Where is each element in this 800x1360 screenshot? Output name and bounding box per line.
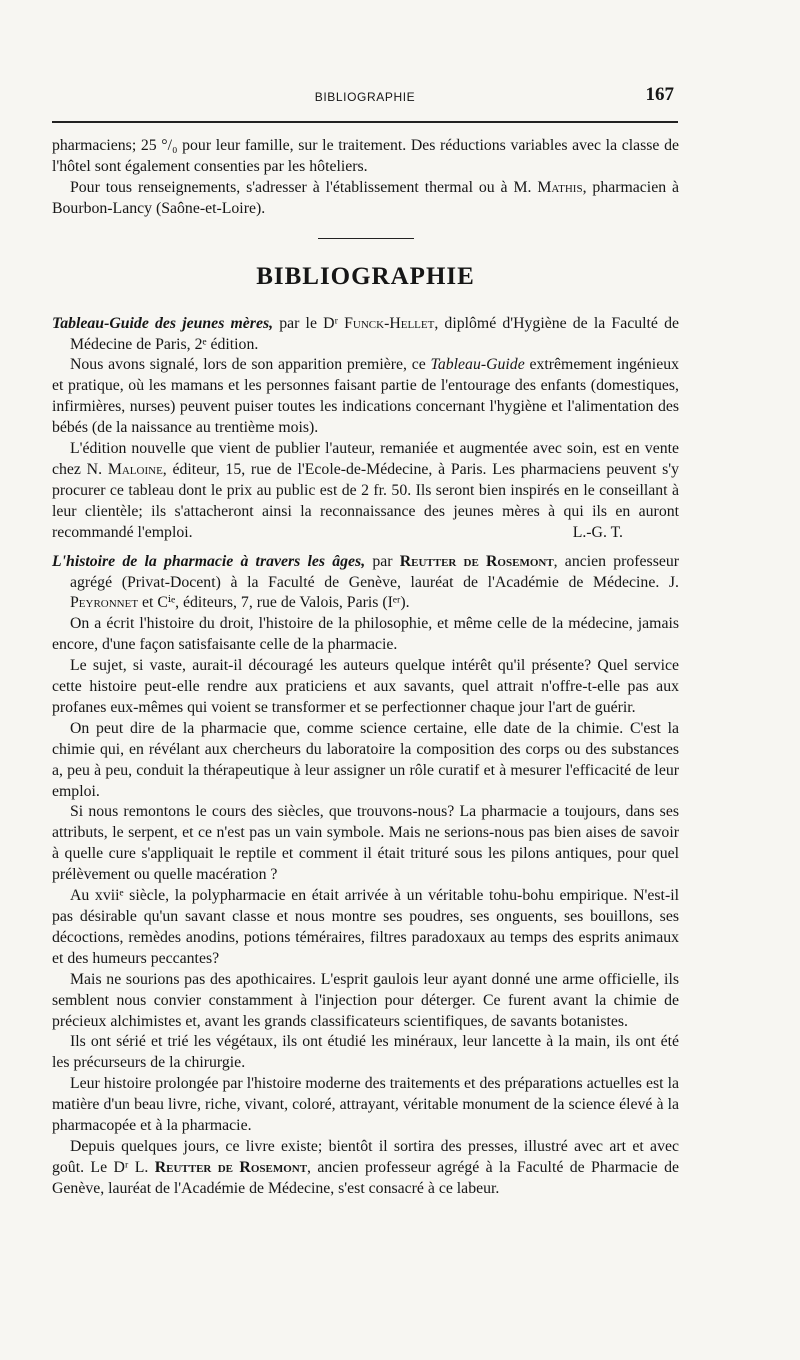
review-1-p2-after: , éditeur, 15, rue de l'Ecole-de-Médecine, à Paris. Les pharmaciens peuvent s'y procurer ce tableau dont le prix au public est de 2 fr. 50. Ils seront bien inspirés en le conseillant à leur clientèle; ils s'attacheront ainsi la reconnaissance des jeunes mères à qui ils en auront recommandé l'emploi. <box>52 460 679 541</box>
review-1-rest: , diplômé d'Hygiène de la Faculté de Médecine de Paris, 2ᵉ édition. <box>70 314 679 353</box>
review-2-rest-b: et Cⁱᵉ, éditeurs, 7, rue de Valois, Paris (Iᵉʳ). <box>138 594 410 612</box>
review-1-paragraph <box>52 355 679 439</box>
contact-rest: , pharmacien à Bourbon-Lancy (Saône-et-Loire). <box>52 178 680 217</box>
review-1-by: par le Dʳ <box>273 314 345 332</box>
running-head <box>52 86 678 110</box>
spacer <box>52 544 679 552</box>
review-2-paragraph: Au xviiᵉ siècle, la polypharmacie en était arrivée à un véritable tohu-bohu empirique. N'est-il pas désirable qu'un savant classe et nous montre ses poudres, ses onguents, ses bouillons, ses décoctions, remèdes anodins, potions téméraires, filtres paradoxaux au temps des esprits animaux et des humeurs peccantes? <box>52 887 679 967</box>
review-1-p1-italic: Tableau-Guide <box>430 356 525 374</box>
review-2-title: L'histoire de la pharmacie à travers les âges, <box>52 552 366 570</box>
text-body <box>52 136 679 1200</box>
review-2-paragraph: Ils ont sérié et trié les végétaux, ils ont étudié les minéraux, leur lancette à la main, ils ont été les précurseurs de la chirurgie. <box>52 1033 679 1072</box>
review-1-heading <box>52 314 679 356</box>
review-2-heading <box>52 552 679 615</box>
running-title: BIBLIOGRAPHIE <box>314 90 416 104</box>
section-title: BIBLIOGRAPHIE <box>256 262 475 290</box>
review-1-p2-before: L'édition nouvelle que vient de publier l'auteur, remaniée et augmentée avec soin, est en vente chez N. <box>52 440 679 478</box>
review-1-author: Funck-Hellet <box>344 314 435 332</box>
intro-paragraph: pharmaciens; 25 °/₀ pour leur famille, sur le traitement. Des réductions variables avec la classe de l'hôtel sont également consenties par les hôteliers. <box>52 137 679 175</box>
review-1-p1-before: Nous avons signalé, lors de son apparition première, ce <box>70 356 431 374</box>
review-2-last-before: Depuis quelques jours, ce livre existe; bientôt il sortira des presses, illustré avec art et avec goût. Le Dʳ L. <box>52 1137 679 1176</box>
review-2-paragraph: Mais ne sourions pas des apothicaires. L'esprit gaulois leur ayant donné une arme officielle, ils semblent nous convier constamment à l'injection pour déterger. Ce furent avant la chimie de précieux alchimistes et, avant les grands classificateurs scientifiques, de savants botanistes. <box>52 970 679 1030</box>
contact-text: Pour tous renseignements, s'adresser à l'établissement thermal ou à M. <box>70 178 532 196</box>
section-divider <box>318 238 414 239</box>
review-2-last-author: Reutter de Rosemont <box>154 1158 308 1176</box>
review-2-last-after: , ancien professeur agrégé à la Faculté de Pharmacie de Genève, lauréat de l'Académie de Médecine, s'est consacré à ce labeur. <box>52 1158 679 1197</box>
review-2-paragraph: On a écrit l'histoire du droit, l'histoire de la philosophie, et même celle de la médecine, jamais encore, d'une façon satisfaisante celle de la pharmacie. <box>52 615 679 654</box>
review-2-final-paragraph <box>52 1137 679 1200</box>
review-2-paragraph: On peut dire de la pharmacie que, comme science certaine, elle date de la chimie. C'est la chimie qui, en révélant aux chercheurs du laboratoire la composition des corps ou des substances a, peu à peu, conduit la thérapeutique à leur assigner un rôle curatif et à mesurer l'efficacité de leur emploi. <box>52 719 679 800</box>
review-1-title: Tableau-Guide des jeunes mères, <box>52 314 274 332</box>
review-2-paragraph: Si nous remontons le cours des siècles, que trouvons-nous? La pharmacie a toujours, dans ses attributs, le serpent, et ce n'est pas un vain symbole. Mais ne serions-nous pas bien aises de savoir à quelle cure s'appliquait le reptile et comment il était trituré sous les pilons antiques, pour quel prélèvement ou quelle macération ? <box>52 803 679 884</box>
review-2-by: par <box>365 552 400 570</box>
page-number: 167 <box>645 84 674 105</box>
review-1-publisher: Maloine <box>107 460 163 478</box>
review-1-signature: L.-G. T. <box>572 523 623 541</box>
intro-contact-paragraph <box>52 178 679 220</box>
review-2-publisher: Peyronnet <box>70 594 139 612</box>
review-2-paragraph: Le sujet, si vaste, aurait-il découragé les auteurs quelque intérêt qu'il présente? Quel service cette histoire peut-elle rendre aux praticiens et aux savants, quel attrait n'offre-t-elle pas aux profanes eux-mêmes qui voient se transformer et se perfectionner chaque jour l'art de guérir. <box>52 657 679 716</box>
header-rule <box>52 121 678 123</box>
contact-name: Mathis <box>537 178 583 196</box>
review-1-p1-after: extrêmement ingénieux et pratique, où les mamans et les personnes faisant partie de l'entourage des enfants (domestiques, infirmières, nurses) peuvent puiser toutes les indications concernant l'hygiène et l'alimentation des bébés (de la naissance au trentième mois). <box>52 356 680 437</box>
review-2-author: Reutter de Rosemont <box>399 552 554 570</box>
review-2-rest-a: , ancien professeur agrégé (Privat-Docent) à la Faculté de Genève, lauréat de l'Académie de Médecine. J. <box>70 552 680 591</box>
review-2-paragraph: Leur histoire prolongée par l'histoire moderne des traitements et des préparations actuelles est la matière d'un beau livre, riche, vivant, coloré, attrayant, véritable monument de la science élevé à la pharmacopée et à la pharmacie. <box>52 1075 679 1135</box>
